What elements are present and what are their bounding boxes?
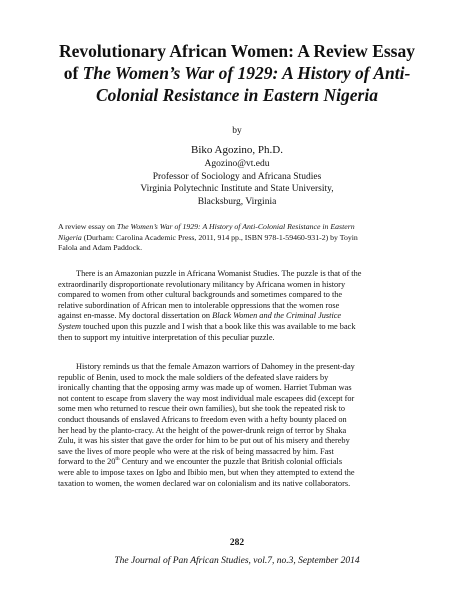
p1-line: then to support my intuitive interpretation of this peculiar puzzle. xyxy=(58,332,275,342)
p2-line: republic of Benin, used to mock the male soldiers of the defeated slave raiders by xyxy=(58,372,329,382)
p2-line: conduct thousands of enslaved Africans to freedom even with a hefty bounty placed on xyxy=(58,414,347,424)
p2-line: ironically chanting that the opposing army was made up of women. Harriet Tubman was xyxy=(58,383,352,393)
byline: by xyxy=(232,126,242,136)
p2-line: were able to impose taxes on Igbo and Ibibio men, but when they attempted to extend the xyxy=(58,467,355,477)
essay-note-book-title-2: Nigeria xyxy=(58,232,82,242)
p2-line: taxation to women, the women declared war on colonialism and its native collaborators. xyxy=(58,478,351,488)
p1-line: There is an Amazonian puzzle in Africana Womanist Studies. The puzzle is that of the xyxy=(76,269,362,278)
book-title-part-1: The Women’s War of 1929: A History of Anti- xyxy=(82,63,411,83)
p2-line: save the lives of more people who were at the risk of being massacred by him. Fast xyxy=(58,446,334,456)
paragraph-2 xyxy=(58,362,416,489)
superscript-th: th xyxy=(115,456,120,463)
p2-line: Zulu, it was his sister that gave the order for him to be put out of his misery and thereby xyxy=(58,436,350,446)
p1-line: extraordinarily disproportionate revolutionary militancy by Africana women in history xyxy=(58,279,346,289)
journal-footer: The Journal of Pan African Studies, vol.7, no.3, September 2014 xyxy=(114,556,360,566)
page-number: 282 xyxy=(229,538,245,548)
author-name: Biko Agozino, Ph.D. xyxy=(191,144,283,156)
title-line-3 xyxy=(58,84,416,106)
p2-line: some men who returned to rescue their own families), but she took the repeated risk to xyxy=(58,404,346,414)
paragraph-1 xyxy=(58,269,416,343)
p1-line: relative subordination of African men to intolerable oppressions that the women rose xyxy=(58,300,340,310)
title-line-1: Revolutionary African Women: A Review Essay xyxy=(59,41,415,61)
author-location: Blacksburg, Virginia xyxy=(197,196,277,207)
author-position: Professor of Sociology and Africana Studies xyxy=(152,171,322,182)
dissertation-title-2: System xyxy=(58,321,82,331)
review-essay-note xyxy=(58,222,416,254)
author-email: Agozino@vt.edu xyxy=(204,159,270,169)
author-block xyxy=(0,143,474,208)
p2-line: not content to escape from slavery the way most individual male escapees did (except for xyxy=(58,393,355,403)
p1-line-5-text: against en-masse. My doctoral dissertation on xyxy=(58,311,213,321)
author-institution: Virginia Polytechnic Institute and State University, xyxy=(140,184,334,194)
p1-line-6-text: touched upon this puzzle and I wish that a book like this was available to me back xyxy=(81,321,356,331)
book-title-part-2: Colonial Resistance in Eastern Nigeria xyxy=(96,85,378,105)
essay-note-line-2 xyxy=(58,233,416,244)
p2-line-10-prefix: forward to the 20 xyxy=(58,457,116,467)
p2-line xyxy=(58,457,416,468)
essay-note-line-3: Falola and Adam Paddock. xyxy=(58,243,143,252)
essay-note-line-1 xyxy=(58,222,416,233)
p2-line: her head by the planto-cracy. At the height of the power-drunk reign of terror by Shaka xyxy=(58,425,347,435)
title-line-2-prefix: of xyxy=(63,63,83,83)
p1-line xyxy=(58,322,416,333)
essay-note-book-title-1: The Women’s War of 1929: A History of Anti-Colonial Resistance in Eastern xyxy=(116,222,355,231)
title-line-2 xyxy=(58,62,416,84)
essay-note-publication: (Durham: Carolina Academic Press, 2011, 914 pp., ISBN 978-1-59460-931-2) by Toyin xyxy=(81,232,358,242)
p1-line: compared to women from other cultural backgrounds and sometimes compared to the xyxy=(58,290,343,300)
p2-line-10-rest: Century and we encounter the puzzle that British colonial officials xyxy=(119,457,343,467)
article-title xyxy=(58,40,416,106)
essay-note-prefix: A review essay on xyxy=(58,222,117,231)
p1-line xyxy=(58,311,416,322)
dissertation-title-1: Black Women and the Criminal Justice xyxy=(212,311,342,321)
p2-line: History reminds us that the female Amazon warriors of Dahomey in the present-day xyxy=(76,362,355,371)
